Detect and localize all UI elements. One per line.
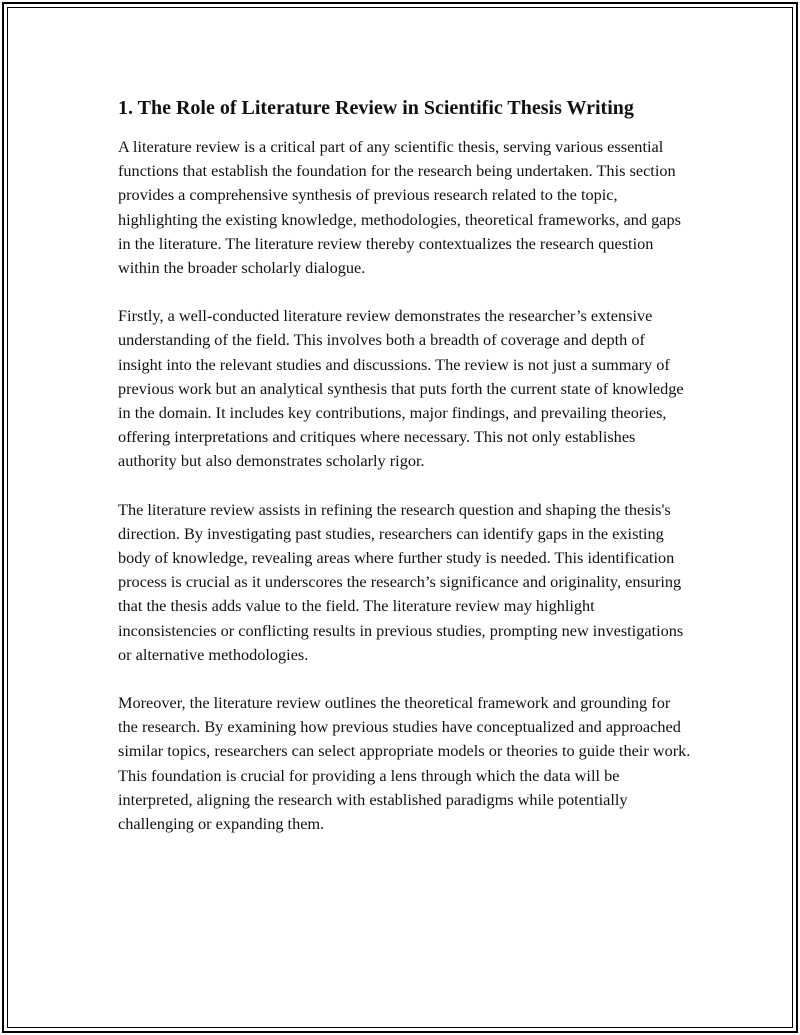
paragraph-theoretical-framework: Moreover, the literature review outlines the theoretical framework and grounding for the research. By examining how previous studies have conceptualized and approached similar topics, researchers can select appropriate models or theories to guide their work. This foundation is crucial for providing a lens through which the data will be interpreted, aligning the research with established paradigms while potentially challenging or expanding them. bbox=[118, 693, 691, 834]
section-heading: 1. The Role of Literature Review in Scientific Thesis Writing bbox=[118, 97, 634, 119]
document-body bbox=[118, 95, 693, 860]
paragraph-research-question: The literature review assists in refining the research question and shaping the thesis's direction. By investigating past studies, researchers can identify gaps in the existing body of knowledge, revealing areas where further study is needed. This identification process is crucial as it underscores the research’s significance and originality, ensuring that the thesis adds value to the field. The literature review may highlight inconsistencies or conflicting results in previous studies, prompting new investigations or alternative methodologies. bbox=[118, 499, 684, 664]
paragraph-understanding: Firstly, a well-conducted literature review demonstrates the researcher’s extensive understanding of the field. This involves both a breadth of coverage and depth of insight into the relevant studies and discussions. The review is not just a summary of previous work but an analytical synthesis that puts forth the current state of knowledge in the domain. It includes key contributions, major findings, and prevailing theories, offering interpretations and critiques where necessary. This not only establishes authority but also demonstrates scholarly rigor. bbox=[118, 306, 684, 471]
paragraph-intro: A literature review is a critical part of any scientific thesis, serving various essential functions that establish the foundation for the research being undertaken. This section provides a comprehensive synthesis of previous research related to the topic, highlighting the existing knowledge, methodologies, theoretical frameworks, and gaps in the literature. The literature review thereby contextualizes the research question within the broader scholarly dialogue. bbox=[118, 137, 681, 278]
